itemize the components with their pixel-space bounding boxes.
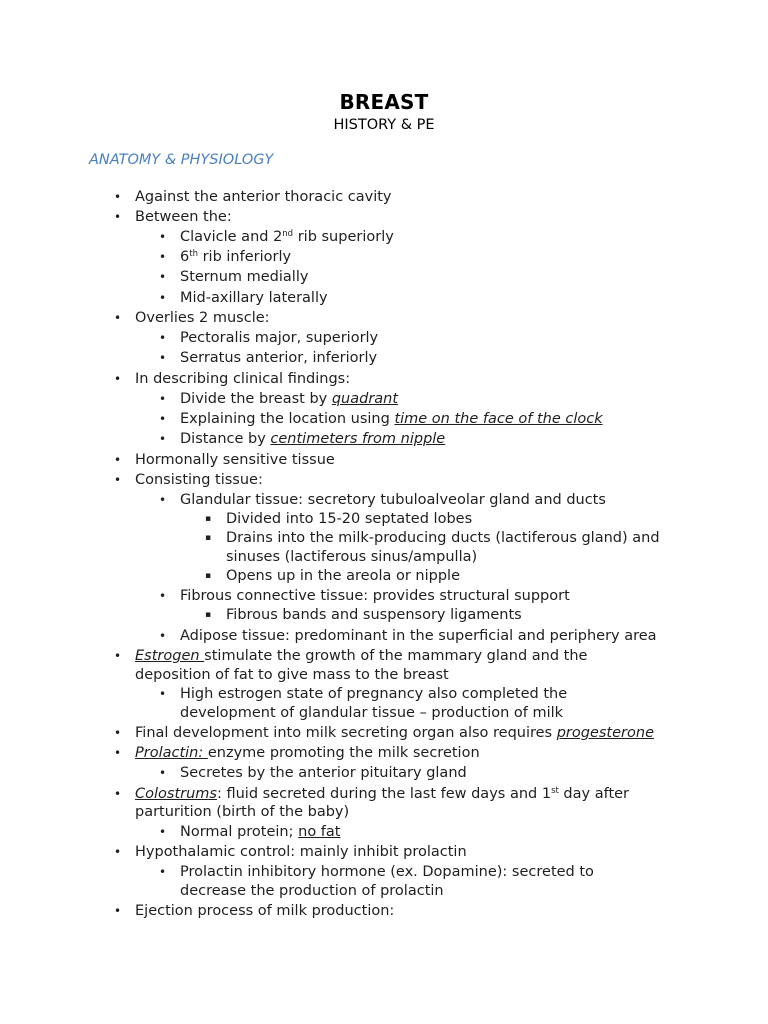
bullet-icon: • — [159, 687, 167, 701]
list-item: Against the anterior thoracic cavity — [135, 189, 392, 205]
bullet-icon: • — [159, 392, 167, 406]
list-item: Hormonally sensitive tissue — [135, 452, 335, 468]
bullet-icon: • — [159, 493, 167, 507]
list-item: Glandular tissue: secretory tubuloalveolar gland and ducts — [180, 492, 606, 508]
list-item: Normal protein; no fat — [180, 824, 341, 840]
bullet-icon: • — [114, 845, 122, 859]
section-heading: ANATOMY & PHYSIOLOGY — [89, 152, 274, 168]
bullet-icon: • — [159, 351, 167, 365]
list-item-continuation: deposition of fat to give mass to the breast — [135, 667, 449, 683]
list-item: Fibrous bands and suspensory ligaments — [226, 607, 522, 623]
list-item: Ejection process of milk production: — [135, 903, 395, 919]
bullet-icon: • — [159, 865, 167, 879]
bullet-icon: • — [159, 250, 167, 264]
bullet-icon: • — [114, 649, 122, 663]
bullet-icon: • — [114, 190, 122, 204]
list-item: Between the: — [135, 209, 232, 225]
square-bullet-icon: ▪ — [205, 571, 212, 581]
list-item: Divided into 15-20 septated lobes — [226, 511, 473, 527]
bullet-icon: • — [114, 746, 122, 760]
square-bullet-icon: ▪ — [205, 533, 212, 543]
bullet-icon: • — [114, 453, 122, 467]
list-item: Divide the breast by quadrant — [180, 391, 399, 407]
square-bullet-icon: ▪ — [205, 610, 212, 620]
bullet-icon: • — [159, 432, 167, 446]
bullet-icon: • — [159, 825, 167, 839]
list-item-continuation: sinuses (lactiferous sinus/ampulla) — [226, 549, 478, 565]
list-item-continuation: development of glandular tissue – production of milk — [180, 705, 564, 721]
bullet-icon: • — [159, 629, 167, 643]
bullet-icon: • — [159, 331, 167, 345]
list-item: Hypothalamic control: mainly inhibit prolactin — [135, 844, 467, 860]
bullet-icon: • — [114, 372, 122, 386]
list-item: Mid-axillary laterally — [180, 290, 328, 306]
bullet-icon: • — [114, 726, 122, 740]
bullet-icon: • — [159, 412, 167, 426]
bullet-icon: • — [114, 787, 122, 801]
list-item: Explaining the location using time on the face of the clock — [180, 411, 603, 427]
list-item-continuation: decrease the production of prolactin — [180, 883, 444, 899]
square-bullet-icon: ▪ — [205, 514, 212, 524]
list-item: Overlies 2 muscle: — [135, 310, 270, 326]
list-item: Prolactin inhibitory hormone (ex. Dopamine): secreted to — [180, 864, 594, 880]
list-item: Consisting tissue: — [135, 472, 263, 488]
bullet-icon: • — [114, 473, 122, 487]
bullet-icon: • — [159, 270, 167, 284]
list-item: Fibrous connective tissue: provides structural support — [180, 588, 570, 604]
bullet-icon: • — [159, 589, 167, 603]
list-item: Opens up in the areola or nipple — [226, 568, 460, 584]
bullet-icon: • — [159, 766, 167, 780]
list-item: 6th rib inferiorly — [180, 249, 292, 265]
list-item: Drains into the milk-producing ducts (lactiferous gland) and — [226, 530, 660, 546]
list-item: Pectoralis major, superiorly — [180, 330, 379, 346]
list-item-continuation: parturition (birth of the baby) — [135, 804, 350, 820]
bullet-icon: • — [114, 210, 122, 224]
list-item: Estrogen stimulate the growth of the mammary gland and the — [135, 648, 588, 664]
bullet-icon: • — [159, 291, 167, 305]
list-item: Secretes by the anterior pituitary gland — [180, 765, 467, 781]
list-item: Sternum medially — [180, 269, 309, 285]
document-title: BREAST — [339, 90, 429, 114]
list-item: Adipose tissue: predominant in the superficial and periphery area — [180, 628, 657, 644]
bullet-icon: • — [114, 311, 122, 325]
bullet-icon: • — [159, 230, 167, 244]
list-item: Serratus anterior, inferiorly — [180, 350, 378, 366]
list-item: Distance by centimeters from nipple — [180, 431, 446, 447]
list-item: Final development into milk secreting organ also requires progesterone — [135, 725, 654, 741]
list-item: High estrogen state of pregnancy also completed the — [180, 686, 568, 702]
bullet-icon: • — [114, 904, 122, 918]
document-subtitle: HISTORY & PE — [333, 117, 435, 133]
list-item: Colostrums: fluid secreted during the last few days and 1st day after — [135, 786, 630, 802]
list-item: In describing clinical findings: — [135, 371, 351, 387]
list-item: Prolactin: enzyme promoting the milk secretion — [135, 745, 480, 761]
list-item: Clavicle and 2nd rib superiorly — [180, 229, 394, 245]
